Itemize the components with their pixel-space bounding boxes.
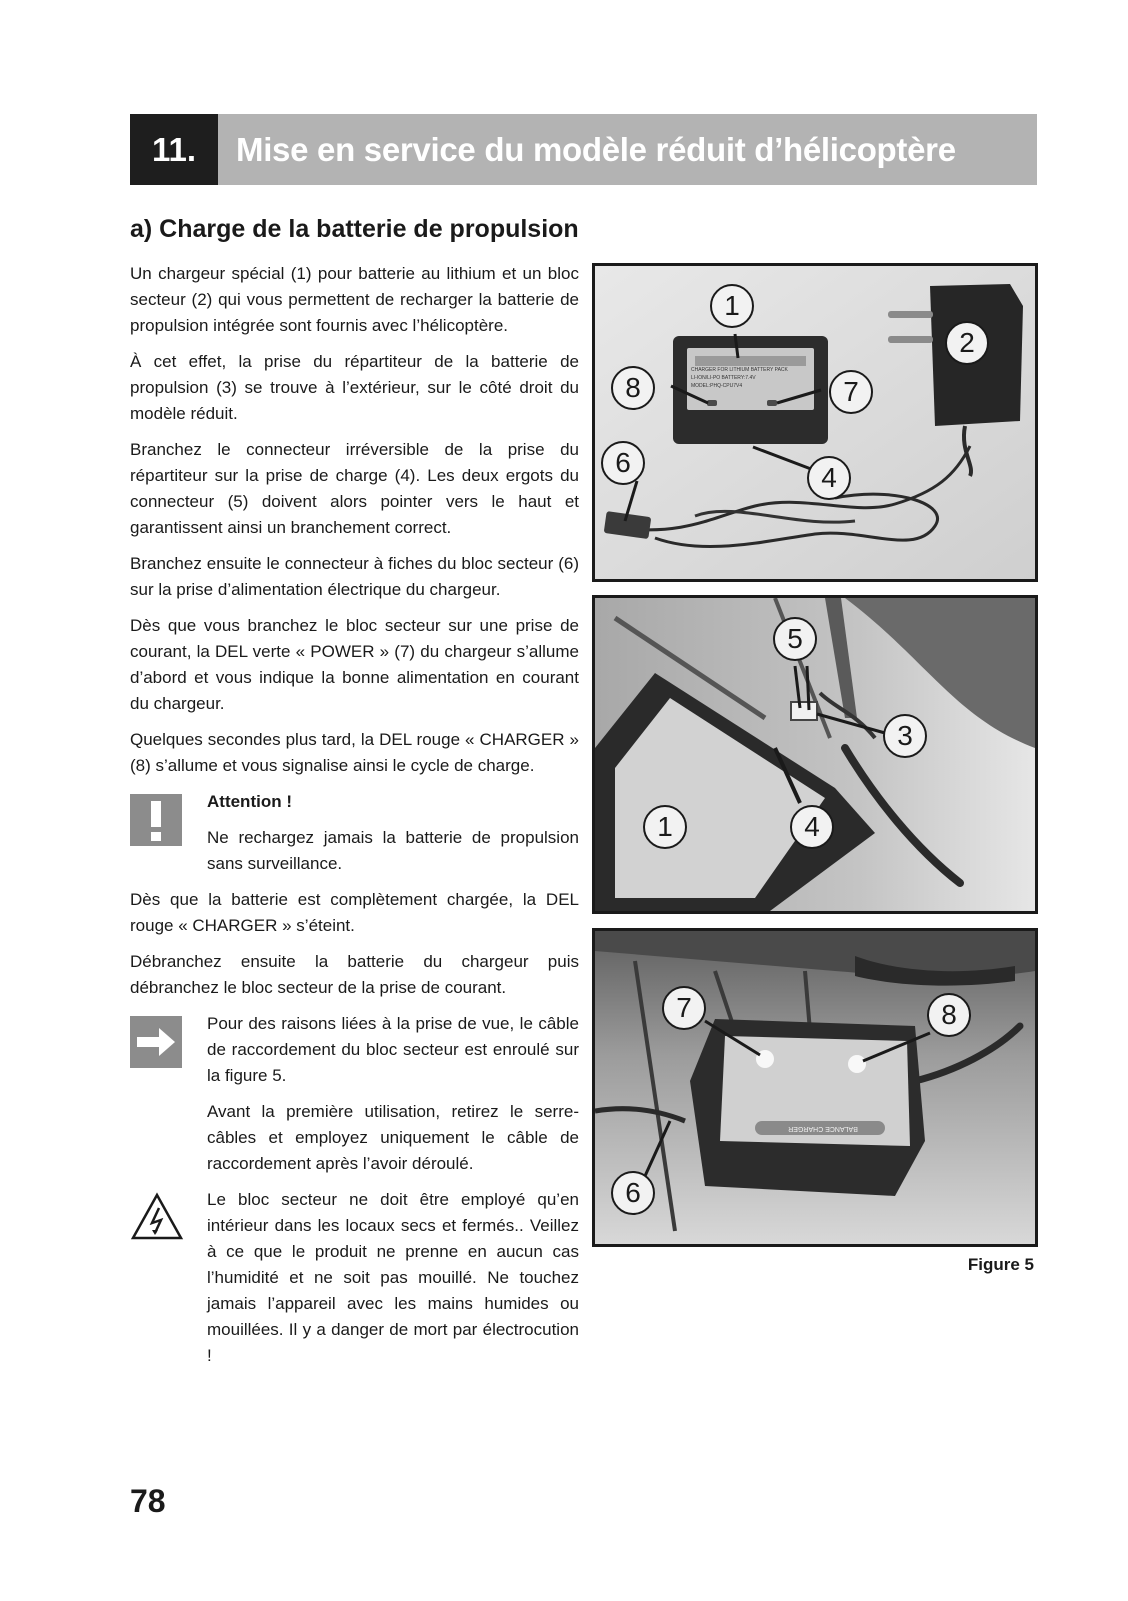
attention-notice (130, 789, 579, 877)
exclamation-icon (130, 794, 182, 846)
figure-photo-charger-leds (592, 928, 1038, 1247)
paragraph: Dès que vous branchez le bloc secteur sur une prise de courant, la DEL verte « POWER » (7) du chargeur s’allume d’abord et vous indique la bonne alimentation en courant du chargeur. (130, 616, 579, 713)
callout-2: 2 (945, 321, 989, 365)
paragraph: Branchez ensuite le connecteur à fiches du bloc secteur (6) sur la prise d’alimentation électrique du chargeur. (130, 554, 579, 599)
callout-3: 3 (883, 714, 927, 758)
callout-6: 6 (611, 1171, 655, 1215)
warning-notice (130, 1187, 579, 1369)
paragraph: Débranchez ensuite la batterie du chargeur puis débranchez le bloc secteur de la prise de courant. (130, 952, 579, 997)
callout-7: 7 (662, 986, 706, 1030)
paragraph: Un chargeur spécial (1) pour batterie au lithium et un bloc secteur (2) qui vous permettent de recharger la batterie de propulsion intégrée sont fournis avec l’hélicoptère. (130, 264, 579, 335)
figure-caption: Figure 5 (967, 1255, 1034, 1274)
callout-1: 1 (710, 284, 754, 328)
chapter-heading-bar (130, 114, 1037, 185)
callout-7: 7 (829, 370, 873, 414)
page-number: 78 (130, 1483, 166, 1519)
chapter-number: 11. (130, 114, 218, 185)
attention-title: Attention ! (207, 792, 292, 811)
arrow-right-icon (130, 1016, 182, 1068)
electric-hazard-icon (130, 1192, 182, 1244)
callout-5: 5 (773, 617, 817, 661)
tip-notice (130, 1011, 579, 1177)
paragraph: Branchez le connecteur irréversible de la prise du répartiteur sur la prise de charge (4). Les deux ergots du connecteur (5) doivent alors pointer vers le haut et garantissent ainsi un branchement correct. (130, 440, 579, 537)
warning-text: Le bloc secteur ne doit être employé qu’en intérieur dans les locaux secs et fermés.. Veillez à ce que le produit ne prenne en aucun cas l’humidité et ne soit pas mouillé. Ne touchez jamais l’appareil avec les mains humides ou mouillées. Il y a danger de mort par électrocution ! (207, 1190, 579, 1365)
figure-photo-connector (592, 595, 1038, 914)
paragraph: À cet effet, la prise du répartiteur de la batterie de propulsion (3) se trouve à l’extérieur, sur le côté droit du modèle réduit. (130, 352, 579, 423)
printed-label-balance-charger: BALANCE CHARGER (788, 1125, 858, 1132)
section-title: a) Charge de la batterie de propulsion (130, 215, 579, 243)
callout-1: 1 (643, 805, 687, 849)
figure-photo-charger-and-power-supply (592, 263, 1038, 582)
text-column (130, 261, 579, 1379)
callout-8: 8 (927, 993, 971, 1037)
paragraph: Dès que la batterie est complètement chargée, la DEL rouge « CHARGER » s’éteint. (130, 890, 579, 935)
callout-8: 8 (611, 366, 655, 410)
printed-label-charger: CHARGER FOR LITHIUM BATTERY PACK LI-ION/LI-PO BATTERY:7.4V MODEL:PHQ-CPU7V4 (691, 367, 788, 389)
tip-text: Avant la première utilisation, retirez le serre-câbles et employez uniquement le câble de raccordement après l’avoir déroulé. (207, 1102, 579, 1173)
chapter-title: Mise en service du modèle réduit d’hélicoptère (236, 131, 956, 168)
paragraph: Quelques secondes plus tard, la DEL rouge « CHARGER » (8) s’allume et vous signalise ainsi le cycle de charge. (130, 730, 579, 775)
callout-4: 4 (790, 805, 834, 849)
callout-6: 6 (601, 441, 645, 485)
tip-text: Pour des raisons liées à la prise de vue, le câble de raccordement du bloc secteur est enroulé sur la figure 5. (207, 1014, 579, 1085)
attention-text: Ne rechargez jamais la batterie de propulsion sans surveillance. (207, 828, 579, 873)
callout-4: 4 (807, 456, 851, 500)
